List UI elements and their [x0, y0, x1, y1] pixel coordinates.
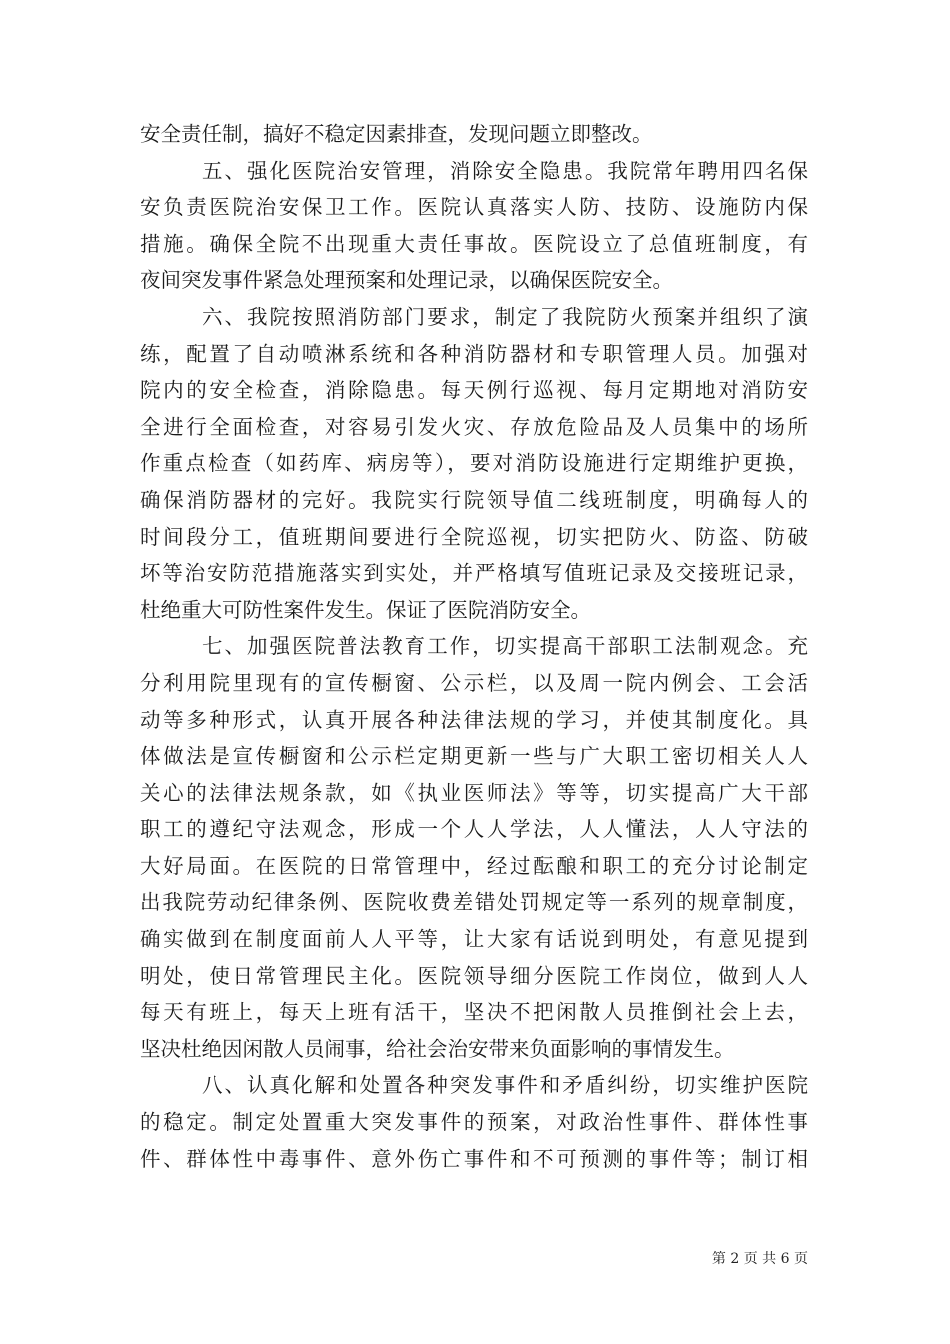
text-line: 确实做到在制度面前人人平等，让大家有话说到明处，有意见提到 — [140, 927, 808, 952]
text-line: 五、强化医院治安管理，消除安全隐患。我院常年聘用四名保 — [202, 158, 808, 183]
text-line: 安负责医院治安保卫工作。医院认真落实人防、技防、设施防内保 — [140, 195, 808, 220]
text-line: 的稳定。制定处置重大突发事件的预案，对政治性事件、群体性事 — [140, 1110, 808, 1135]
text-line: 动等多种形式，认真开展各种法律法规的学习，并使其制度化。具 — [140, 707, 808, 732]
text-line: 坏等治安防范措施落实到实处，并严格填写值班记录及交接班记录， — [140, 561, 808, 586]
text-line: 措施。确保全院不出现重大责任事故。医院设立了总值班制度，有 — [140, 231, 808, 256]
text-line: 出我院劳动纪律条例、医院收费差错处罚规定等一系列的规章制度， — [140, 890, 808, 915]
text-line: 明处，使日常管理民主化。医院领导细分医院工作岗位，做到人人 — [140, 963, 808, 988]
document-body — [140, 116, 808, 1177]
text-line: 职工的遵纪守法观念，形成一个人人学法，人人懂法，人人守法的 — [140, 817, 808, 842]
text-line: 安全责任制，搞好不稳定因素排查，发现问题立即整改。 — [140, 122, 653, 146]
text-line: 确保消防器材的完好。我院实行院领导值二线班制度，明确每人的 — [140, 487, 808, 512]
text-line: 坚决杜绝因闲散人员闹事，给社会治安带来负面影响的事情发生。 — [140, 1036, 735, 1061]
text-line: 每天有班上，每天上班有活干，坚决不把闲散人员推倒社会上去， — [140, 1000, 808, 1025]
text-line: 关心的法律法规条款，如《执业医师法》等等，切实提高广大干部 — [140, 780, 808, 805]
text-line: 夜间突发事件紧急处理预案和处理记录，以确保医院安全。 — [140, 268, 673, 293]
page-number: 第 2 页 共 6 页 — [711, 1251, 808, 1267]
text-line: 七、加强医院普法教育工作，切实提高干部职工法制观念。充 — [202, 634, 808, 659]
text-line: 时间段分工，值班期间要进行全院巡视，切实把防火、防盗、防破 — [140, 524, 808, 549]
text-line: 件、群体性中毒事件、意外伤亡事件和不可预测的事件等；制订相 — [140, 1146, 808, 1171]
text-line: 六、我院按照消防部门要求，制定了我院防火预案并组织了演 — [202, 304, 808, 329]
text-line: 分利用院里现有的宣传橱窗、公示栏，以及周一院内例会、工会活 — [140, 670, 808, 695]
text-line: 杜绝重大可防性案件发生。保证了医院消防安全。 — [140, 597, 591, 622]
text-line: 大好局面。在医院的日常管理中，经过酝酿和职工的充分讨论制定 — [140, 853, 808, 878]
text-line: 八、认真化解和处置各种突发事件和矛盾纠纷，切实维护医院 — [202, 1073, 808, 1098]
text-line: 练，配置了自动喷淋系统和各种消防器材和专职管理人员。加强对 — [140, 341, 808, 366]
text-line: 全进行全面检查，对容易引发火灾、存放危险品及人员集中的场所 — [140, 414, 808, 439]
text-line: 作重点检查（如药库、病房等），要对消防设施进行定期维护更换， — [140, 451, 808, 476]
text-line: 院内的安全检查，消除隐患。每天例行巡视、每月定期地对消防安 — [140, 378, 808, 403]
text-line: 体做法是宣传橱窗和公示栏定期更新一些与广大职工密切相关人人 — [140, 744, 808, 769]
